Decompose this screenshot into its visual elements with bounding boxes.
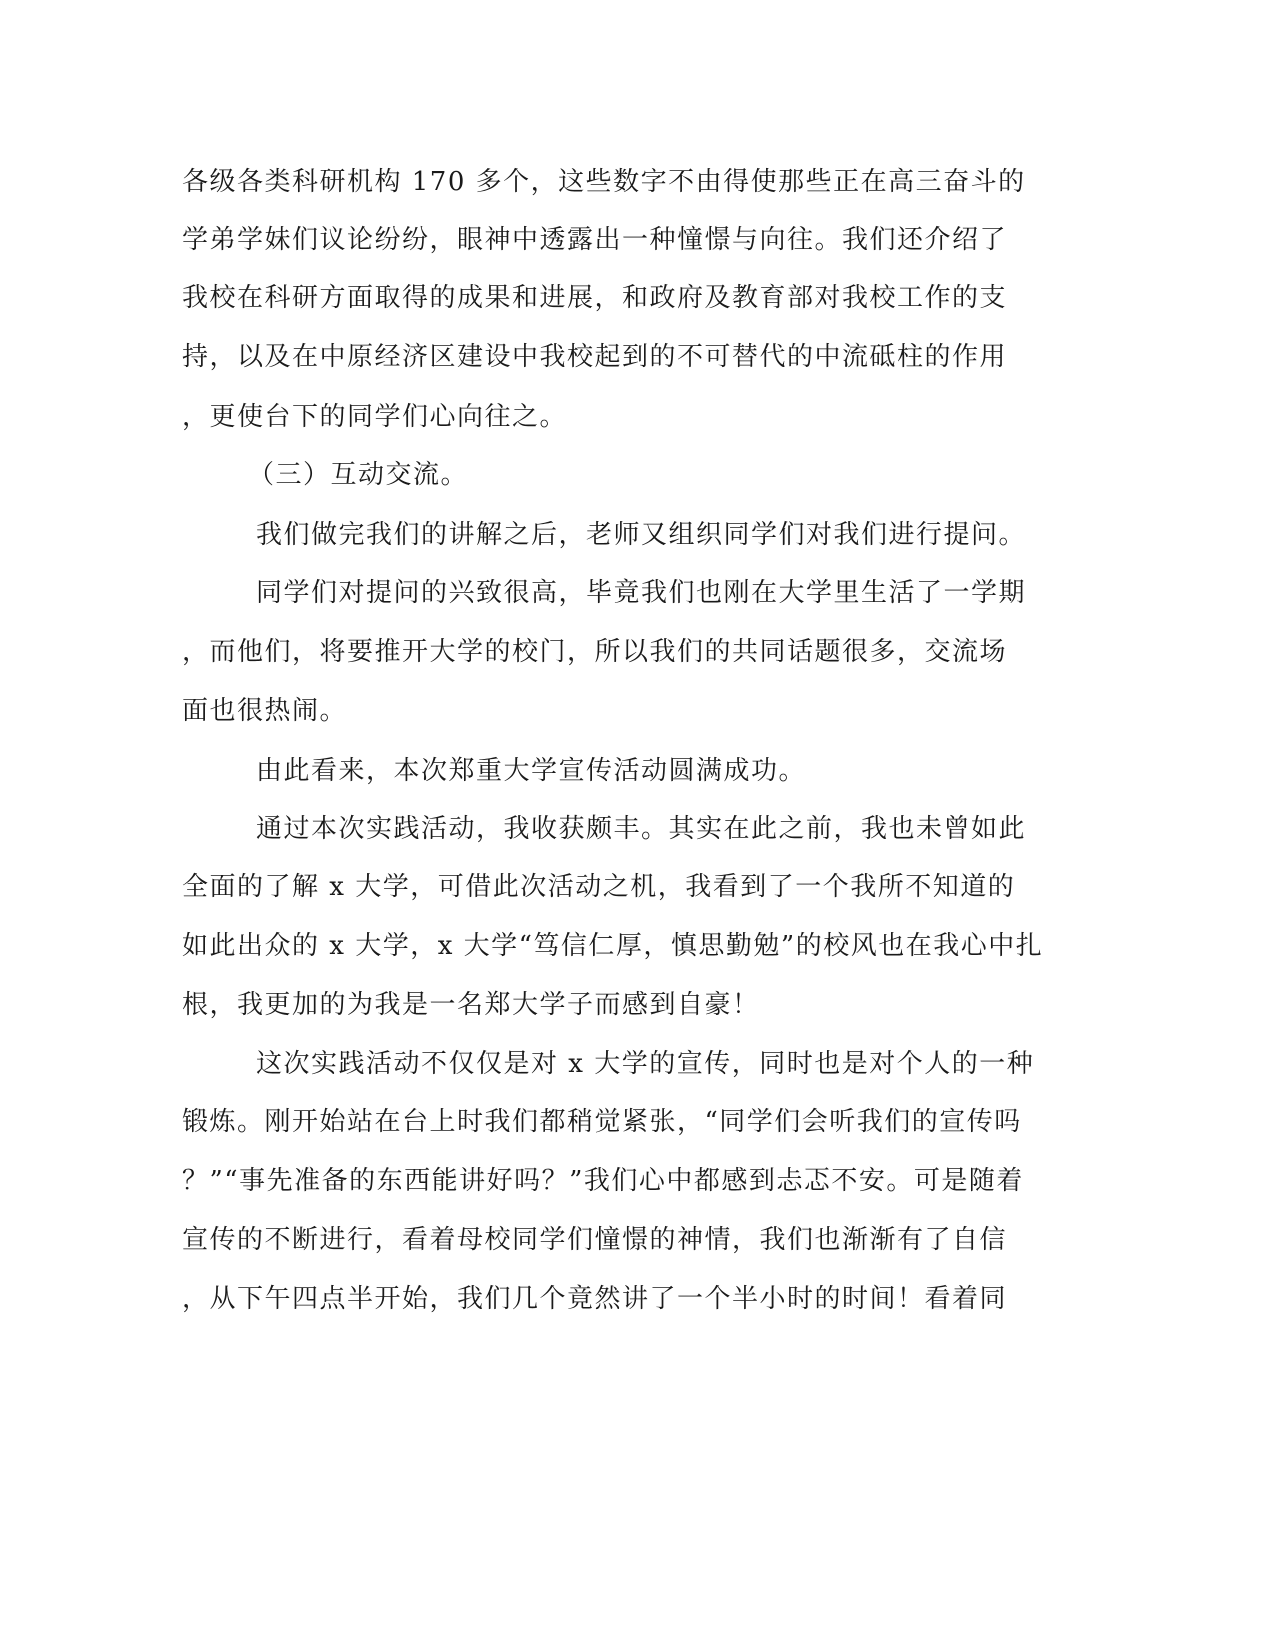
text-line: 各级各类科研机构 170 多个，这些数字不由得使那些正在高三奋斗的 bbox=[182, 167, 1026, 197]
text-line: ，从下午四点半开始，我们几个竟然讲了一个半小时的时间！看着同 bbox=[182, 1284, 1008, 1314]
text-line: 学弟学妹们议论纷纷，眼神中透露出一种憧憬与向往。我们还介绍了 bbox=[182, 225, 1008, 255]
text-line: 通过本次实践活动，我收获颇丰。其实在此之前，我也未曾如此 bbox=[256, 814, 1027, 844]
text-line: 宣传的不断进行，看着母校同学们憧憬的神情，我们也渐渐有了自信 bbox=[182, 1225, 1008, 1255]
text-line: 由此看来，本次郑重大学宣传活动圆满成功。 bbox=[256, 756, 807, 786]
section-heading: （三）互动交流。 bbox=[248, 460, 469, 490]
text-line: 如此出众的 x 大学，x 大学“笃信仁厚，慎思勤勉”的校风也在我心中扎 bbox=[182, 931, 1044, 961]
text-line: 持，以及在中原经济区建设中我校起到的不可替代的中流砥柱的作用 bbox=[182, 342, 1008, 372]
text-line: ，而他们，将要推开大学的校门，所以我们的共同话题很多，交流场 bbox=[182, 637, 1008, 667]
text-line: 面也很热闹。 bbox=[182, 696, 348, 726]
text-line: 全面的了解 x 大学，可借此次活动之机，我看到了一个我所不知道的 bbox=[182, 872, 1016, 902]
text-line: 这次实践活动不仅仅是对 x 大学的宣传，同时也是对个人的一种 bbox=[256, 1049, 1035, 1079]
text-line: ，更使台下的同学们心向往之。 bbox=[182, 402, 568, 432]
text-line: 同学们对提问的兴致很高，毕竟我们也刚在大学里生活了一学期 bbox=[256, 578, 1027, 608]
text-line: 锻炼。刚开始站在台上时我们都稍觉紧张，“同学们会听我们的宣传吗 bbox=[182, 1107, 1022, 1137]
text-line: 我们做完我们的讲解之后，老师又组织同学们对我们进行提问。 bbox=[256, 520, 1027, 550]
text-line: 我校在科研方面取得的成果和进展，和政府及教育部对我校工作的支 bbox=[182, 283, 1008, 313]
text-line: ？”“事先准备的东西能讲好吗？”我们心中都感到忐忑不安。可是随着 bbox=[182, 1166, 1024, 1196]
text-line: 根，我更加的为我是一名郑大学子而感到自豪！ bbox=[182, 990, 760, 1020]
